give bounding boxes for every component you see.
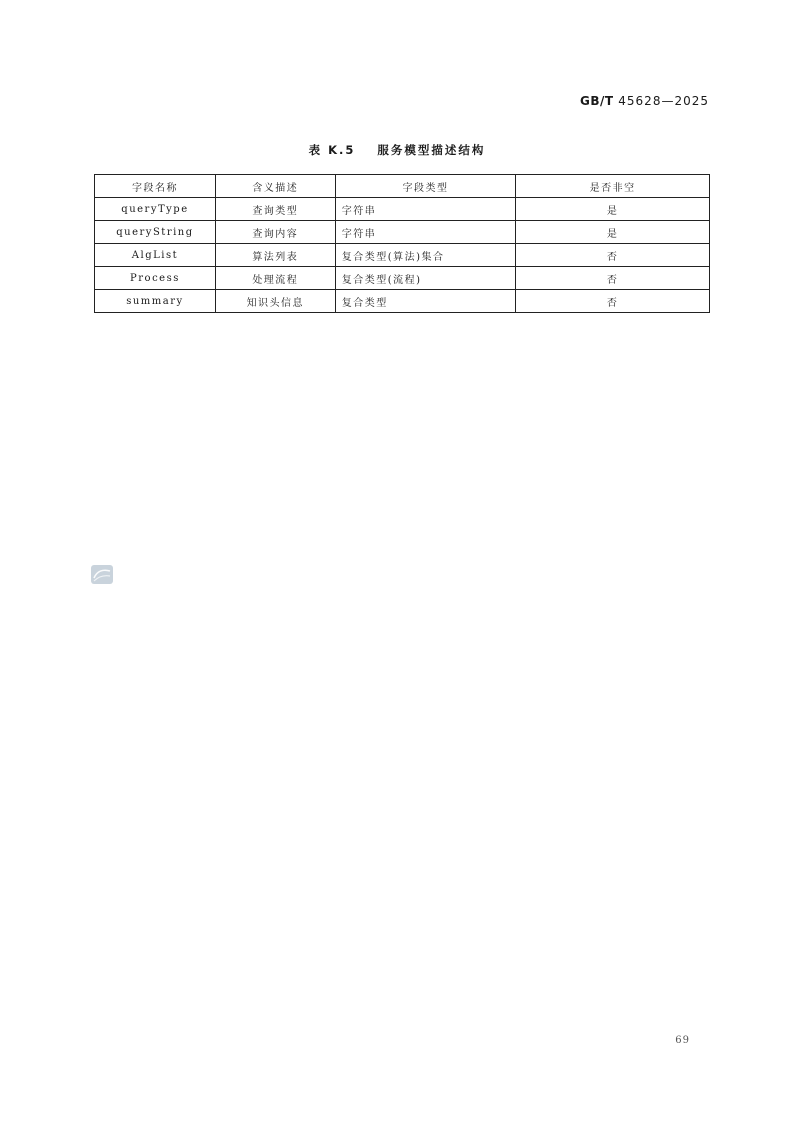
table-row: [95, 267, 710, 290]
standard-number: 45628—2025: [618, 94, 709, 108]
table-row: [95, 221, 710, 244]
column-header: 是否非空: [516, 175, 710, 198]
field-meaning-cell: 查询类型: [215, 198, 335, 221]
field-meaning-cell: 知识头信息: [215, 290, 335, 313]
field-required-cell: 否: [516, 244, 710, 267]
field-name-cell: queryType: [95, 198, 216, 221]
field-name-cell: queryString: [95, 221, 216, 244]
field-type-cell: 复合类型(算法)集合: [335, 244, 516, 267]
table-title: 服务模型描述结构: [377, 143, 486, 157]
table-label: 表 K.5: [308, 143, 356, 157]
standard-code: [580, 94, 709, 108]
table-row: [95, 290, 710, 313]
field-type-cell: 字符串: [335, 198, 516, 221]
field-required-cell: 是: [516, 198, 710, 221]
column-header: 含义描述: [215, 175, 335, 198]
table-caption: [0, 142, 794, 158]
table-row: [95, 244, 710, 267]
field-required-cell: 否: [516, 290, 710, 313]
sac-logo-icon: [91, 565, 113, 584]
field-name-cell: AlgList: [95, 244, 216, 267]
field-required-cell: 否: [516, 267, 710, 290]
field-type-cell: 字符串: [335, 221, 516, 244]
standard-prefix: GB/T: [580, 94, 614, 108]
field-type-cell: 复合类型: [335, 290, 516, 313]
field-required-cell: 是: [516, 221, 710, 244]
field-meaning-cell: 算法列表: [215, 244, 335, 267]
column-header: 字段名称: [95, 175, 216, 198]
table-header-row: [95, 175, 710, 198]
field-name-cell: summary: [95, 290, 216, 313]
page-number: 69: [675, 1035, 690, 1046]
field-meaning-cell: 处理流程: [215, 267, 335, 290]
field-meaning-cell: 查询内容: [215, 221, 335, 244]
column-header: 字段类型: [335, 175, 516, 198]
table-row: [95, 198, 710, 221]
field-name-cell: Process: [95, 267, 216, 290]
field-type-cell: 复合类型(流程): [335, 267, 516, 290]
service-model-table: [94, 174, 710, 313]
